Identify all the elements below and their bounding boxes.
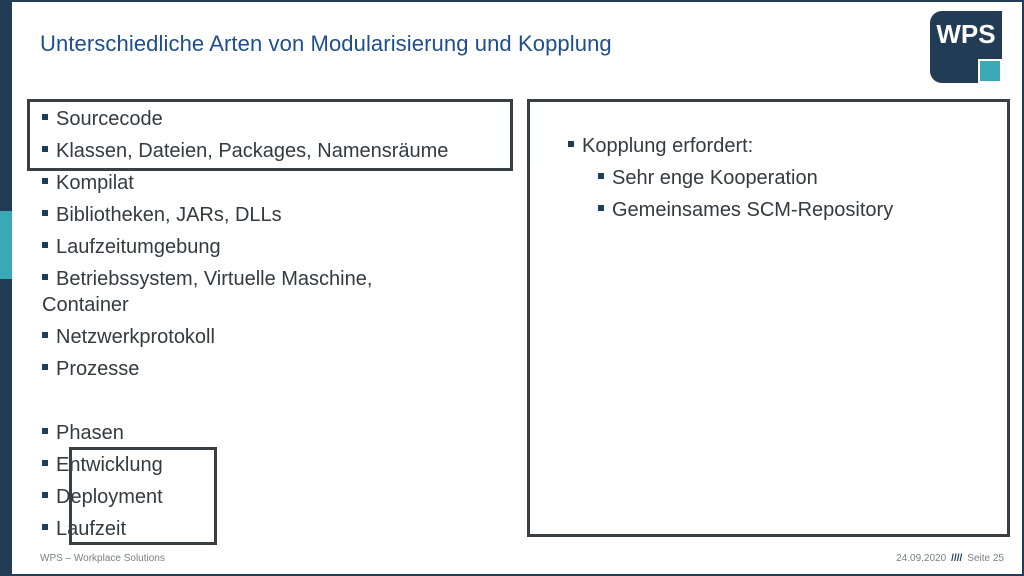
svg-text:WPS: WPS xyxy=(936,19,996,49)
bullet-icon xyxy=(42,524,48,530)
list-item-laufzeitumgebung-sub xyxy=(42,263,522,292)
list-item-netzwerkprotokoll xyxy=(42,321,522,353)
bullet-icon xyxy=(42,332,48,338)
left-accent-teal-marker xyxy=(0,211,12,279)
list-item-kompilat-sub xyxy=(42,199,522,231)
bullet-icon xyxy=(42,274,48,280)
list-item-label: Prozesse xyxy=(56,358,140,380)
list-item-sourcecode xyxy=(42,103,522,135)
footer-date: 24.09.2020 xyxy=(896,553,947,564)
list-item-label: Sourcecode xyxy=(56,108,163,130)
list-item-laufzeitumgebung-sub-cont xyxy=(42,292,522,321)
list-item-kompilat xyxy=(42,167,522,199)
list-item-phase-entwicklung xyxy=(42,449,522,481)
list-item-kooperation xyxy=(568,162,998,194)
bullet-icon xyxy=(598,205,604,211)
bullet-icon xyxy=(42,428,48,434)
list-item-phase-laufzeit xyxy=(42,513,522,545)
left-accent-bar xyxy=(0,0,12,576)
list-item-scm-repository xyxy=(568,194,998,226)
bullet-icon xyxy=(42,114,48,120)
list-item-label: Bibliotheken, JARs, DLLs xyxy=(56,204,282,226)
list-item-label: Klassen, Dateien, Packages, Namensräume xyxy=(56,140,449,162)
list-item-label: Sehr enge Kooperation xyxy=(612,167,818,189)
list-item-label: Deployment xyxy=(56,486,163,508)
footer-meta xyxy=(896,553,1004,564)
list-item-phasen xyxy=(42,417,522,449)
wps-logo xyxy=(930,11,1002,83)
footer-page-number: Seite 25 xyxy=(967,553,1004,564)
list-item-sourcecode-sub xyxy=(42,135,522,167)
list-item-label: Laufzeit xyxy=(56,518,127,540)
list-item-label: Kopplung erfordert: xyxy=(582,135,754,157)
list-item-label: Laufzeitumgebung xyxy=(56,236,221,258)
list-item-kopplung-heading xyxy=(568,130,998,162)
slide-title: Unterschiedliche Arten von Modularisierung und Kopplung xyxy=(40,31,612,56)
list-item-phase-deployment xyxy=(42,481,522,513)
list-item-label: Phasen xyxy=(56,422,124,444)
list-item-netzwerkprotokoll-sub xyxy=(42,353,522,385)
bullet-icon xyxy=(42,242,48,248)
right-bullet-list xyxy=(568,130,998,226)
bullet-icon xyxy=(42,492,48,498)
list-spacer xyxy=(42,385,522,417)
bullet-icon xyxy=(598,173,604,179)
list-item-label: Betriebssystem, Virtuelle Maschine, xyxy=(56,268,373,290)
list-item-label: Kompilat xyxy=(56,172,134,194)
bullet-icon xyxy=(42,178,48,184)
bullet-icon xyxy=(568,141,574,147)
wps-logo-icon xyxy=(930,11,1002,83)
list-item-label: Entwicklung xyxy=(56,454,163,476)
bullet-icon xyxy=(42,460,48,466)
bullet-icon xyxy=(42,210,48,216)
bullet-icon xyxy=(42,364,48,370)
list-item-label: Netzwerkprotokoll xyxy=(56,326,215,348)
list-item-label: Gemeinsames SCM-Repository xyxy=(612,199,894,221)
list-item-laufzeitumgebung xyxy=(42,231,522,263)
footer-separator: //// xyxy=(951,553,963,564)
bullet-icon xyxy=(42,146,48,152)
footer-company: WPS – Workplace Solutions xyxy=(40,553,165,564)
list-item-label: Container xyxy=(42,294,129,316)
left-bullet-list xyxy=(42,103,522,545)
